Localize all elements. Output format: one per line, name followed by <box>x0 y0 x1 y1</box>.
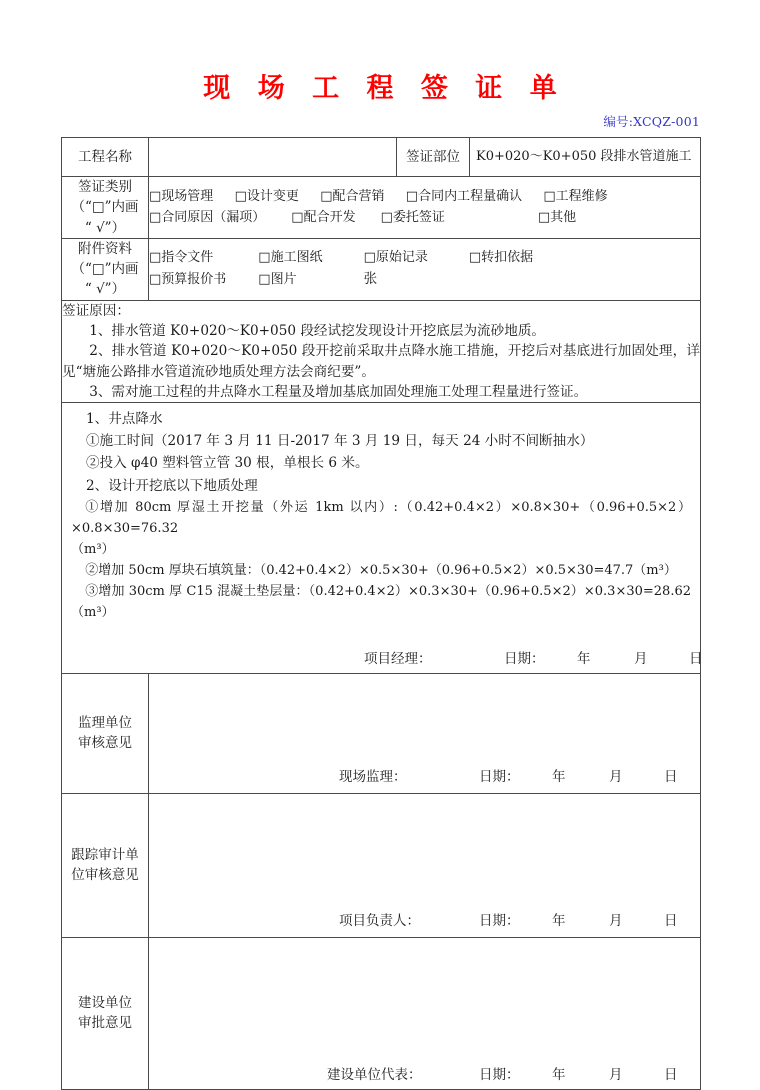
attachment-label-line1: 附件资料 <box>78 240 132 257</box>
site-supervisor-row <box>149 767 700 787</box>
checkbox-design-change[interactable]: □设计变更 <box>234 188 299 204</box>
detail-block-cell <box>62 403 701 673</box>
detail-block <box>62 403 700 622</box>
table-row-reason <box>62 300 701 403</box>
category-label-line1: 签证类别 <box>78 179 132 195</box>
checkbox-budget-quotation[interactable]: □预算报价书 <box>149 272 227 288</box>
checkbox-entrusted-signature[interactable]: □委托签证 <box>380 210 445 226</box>
checkbox-site-management[interactable]: □现场管理 <box>149 188 214 204</box>
category-label <box>62 177 149 239</box>
table-row-supervision-opinion <box>62 673 701 793</box>
project-name-value[interactable] <box>149 138 397 177</box>
signature-form-table <box>61 137 701 1090</box>
checkbox-instruction-document[interactable]: □指令文件 <box>149 250 214 266</box>
owner-opinion-cell[interactable] <box>149 937 701 1089</box>
audit-opinion-inner <box>149 794 700 937</box>
checkbox-other-category[interactable]: □其他 <box>537 210 577 226</box>
signature-line-owner-rep <box>149 1065 700 1085</box>
project-leader-month[interactable]: 月 <box>609 912 623 929</box>
project-leader-date-label[interactable]: 日期： <box>479 912 520 929</box>
reason-heading: 签证原因： <box>62 302 130 319</box>
table-row-owner-opinion <box>62 937 701 1089</box>
reason-block <box>62 300 701 403</box>
owner-opinion-label <box>62 937 149 1089</box>
checkbox-contract-reason-omission[interactable]: □合同原因（漏项） <box>149 210 266 226</box>
page-title: 现 场 工 程 签 证 单 <box>203 73 566 104</box>
site-supervisor-month[interactable]: 月 <box>609 768 623 785</box>
owner-opinion-label-line2: 审批意见 <box>78 1015 132 1032</box>
supervision-opinion-label-line2: 审核意见 <box>78 735 132 752</box>
checkbox-project-maintenance[interactable]: □工程维修 <box>543 188 608 204</box>
project-leader-label[interactable]: 项目负责人： <box>339 912 420 929</box>
table-row-detail <box>62 403 701 673</box>
table-row-project <box>62 138 701 177</box>
checkbox-original-record[interactable]: □原始记录 <box>363 250 428 266</box>
table-row-category <box>62 177 701 239</box>
site-supervisor-label[interactable]: 现场监理： <box>339 768 407 785</box>
checkbox-photo[interactable]: □图片 <box>258 272 297 288</box>
signature-line-project-leader <box>149 911 700 931</box>
signature-line-project-manager <box>62 649 703 669</box>
project-manager-day[interactable]: 日 <box>689 650 703 667</box>
document-number: 编号:XCQZ-001 <box>603 114 700 129</box>
audit-opinion-content[interactable] <box>149 794 700 806</box>
attachment-label <box>62 238 149 300</box>
supervision-opinion-label <box>62 673 149 793</box>
owner-rep-row <box>149 1065 700 1085</box>
location-value[interactable]: K0+020～K0+050 段排水管道施工 <box>470 138 701 177</box>
checkbox-construction-drawing[interactable]: □施工图纸 <box>258 250 323 266</box>
project-manager-label[interactable]: 项目经理： <box>364 650 432 667</box>
checkbox-contract-quantity-confirm[interactable]: □合同内工程量确认 <box>405 188 523 204</box>
owner-opinion-content[interactable] <box>149 938 700 950</box>
owner-rep-date-label[interactable]: 日期： <box>479 1066 520 1083</box>
supervision-opinion-inner <box>149 674 700 793</box>
category-label-line2: （“□”内画 <box>71 199 139 216</box>
supervision-opinion-cell[interactable] <box>149 673 701 793</box>
category-options-line2 <box>149 207 700 229</box>
supervision-opinion-label-line1: 监理单位 <box>78 715 132 732</box>
detail-s2-heading: 2、设计开挖底以下地质处理 <box>85 477 258 494</box>
audit-opinion-label <box>62 793 149 937</box>
detail-s2-item-1-cont: （m³） <box>71 541 115 557</box>
owner-rep-day[interactable]: 日 <box>664 1066 678 1083</box>
audit-opinion-cell[interactable] <box>149 793 701 937</box>
reason-item-2: 2、排水管道 K0+020～K0+050 段开挖前采取井点降水施工措施，开挖后对基底进行加固处理，详见“塘施公路排水管道流砂地质处理方法会商纪要”。 <box>62 343 700 380</box>
project-manager-date-label[interactable]: 日期： <box>504 650 545 667</box>
photo-count-unit: 张 <box>363 271 378 288</box>
supervision-opinion-content[interactable] <box>149 674 700 686</box>
owner-rep-label[interactable]: 建设单位代表： <box>327 1066 422 1083</box>
checkbox-development-support[interactable]: □配合开发 <box>291 210 356 226</box>
attachment-options <box>149 238 701 300</box>
detail-s2-item-2: ②增加 50cm 厚块石填筑量：（0.42+0.4×2）×0.5×30+（0.96+0.5×2）×0.5×30=47.7（m³） <box>85 562 677 578</box>
site-supervisor-date-label[interactable]: 日期： <box>479 768 520 785</box>
project-manager-year[interactable]: 年 <box>577 650 591 667</box>
project-manager-month[interactable]: 月 <box>634 650 648 667</box>
signature-line-site-supervisor <box>149 767 700 787</box>
category-options-line1 <box>149 186 700 208</box>
owner-opinion-label-line1: 建设单位 <box>78 995 132 1012</box>
detail-s2-item-1: ①增加 80cm 厚湿土开挖量（外运 1km 以内）:（0.42+0.4×2）×0.8×30+（0.96+0.5×2）×0.8×30=76.32 <box>71 499 691 536</box>
audit-opinion-label-line2: 位审核意见 <box>71 867 139 884</box>
project-leader-year[interactable]: 年 <box>552 912 566 929</box>
attachment-options-line1 <box>149 247 700 269</box>
project-name-label: 工程名称 <box>62 138 149 177</box>
owner-opinion-inner <box>149 938 700 1089</box>
reason-item-3: 3、需对施工过程的井点降水工程量及增加基底加固处理施工处理工程量进行签证。 <box>89 384 588 401</box>
project-leader-row <box>149 911 700 931</box>
table-row-attachment <box>62 238 701 300</box>
attachment-options-line2 <box>149 269 700 291</box>
audit-opinion-label-line1: 跟踪审计单 <box>71 847 139 864</box>
site-supervisor-year[interactable]: 年 <box>552 768 566 785</box>
owner-rep-year[interactable]: 年 <box>552 1066 566 1083</box>
location-label: 签证部位 <box>397 138 470 177</box>
detail-s1-item-1: ①施工时间（2017 年 3 月 11 日-2017 年 3 月 19 日，每天 24 小时不间断抽水） <box>85 433 594 450</box>
project-leader-day[interactable]: 日 <box>664 912 678 929</box>
checkbox-marketing-support[interactable]: □配合营销 <box>320 188 385 204</box>
attachment-label-line3: “ √”） <box>84 281 126 298</box>
owner-rep-month[interactable]: 月 <box>609 1066 623 1083</box>
reason-item-1: 1、排水管道 K0+020～K0+050 段经试挖发现设计开挖底层为流砂地质。 <box>89 322 546 339</box>
checkbox-deduction-basis[interactable]: □转扣依据 <box>468 250 534 266</box>
attachment-label-line2: （“□”内画 <box>71 261 139 277</box>
detail-s1-heading: 1、井点降水 <box>85 411 163 428</box>
table-row-audit-opinion <box>62 793 701 937</box>
detail-s2-item-3: ③增加 30cm 厚 C15 混凝土垫层量：（0.42+0.4×2）×0.3×30+（0.96+0.5×2）×0.3×30=28.62（m³） <box>71 583 691 620</box>
site-supervisor-day[interactable]: 日 <box>664 768 678 785</box>
category-label-line3: “ √”） <box>84 219 126 236</box>
category-options <box>149 177 701 239</box>
detail-s1-item-2: ②投入 φ40 塑料管立管 30 根，单根长 6 米。 <box>85 455 369 472</box>
